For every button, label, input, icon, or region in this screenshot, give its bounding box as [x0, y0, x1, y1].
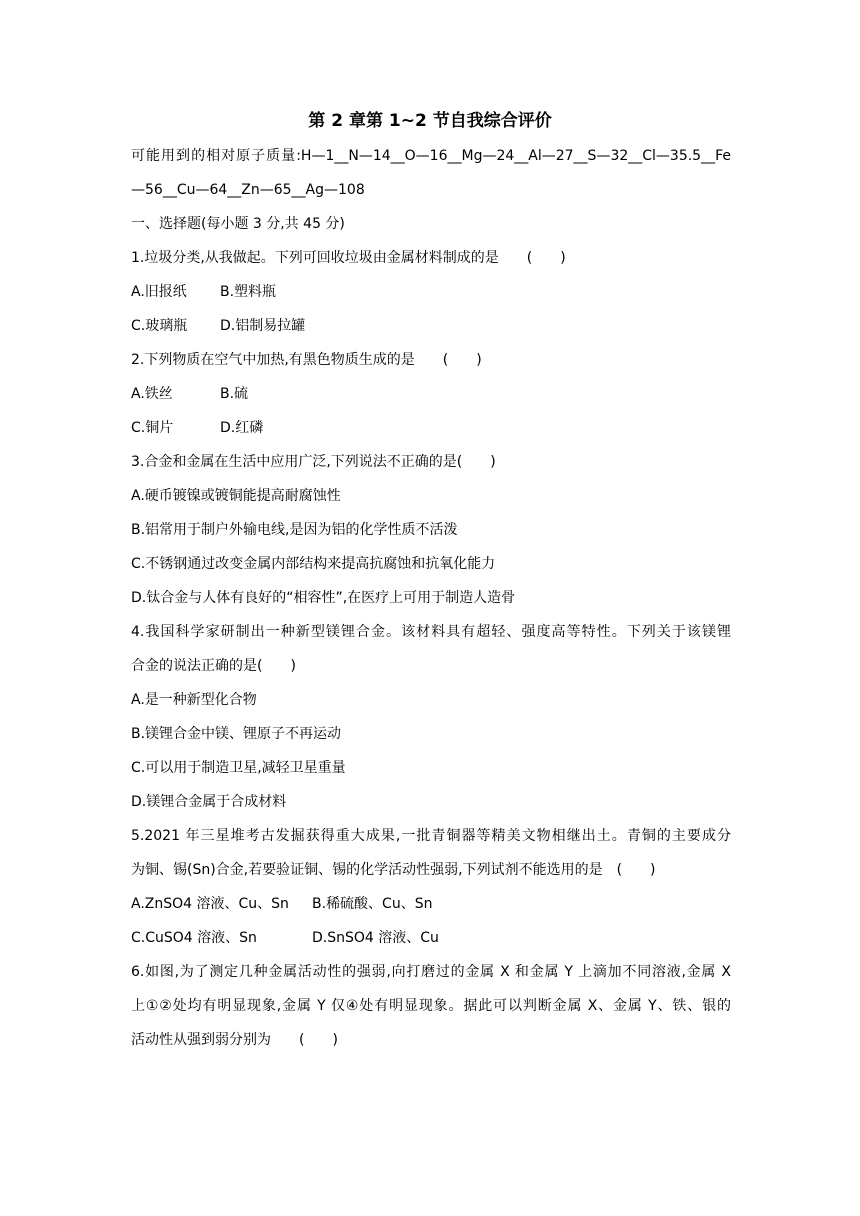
- question-2-option-b: B.硫: [220, 386, 249, 402]
- atomic-mass-line-continued: —56__Cu—64__Zn—65__Ag—108: [131, 182, 365, 198]
- question-1-option-d: D.铝制易拉罐: [220, 318, 306, 334]
- question-3-option-c: C.不锈钢通过改变金属内部结构来提高抗腐蚀和抗氧化能力: [131, 556, 496, 572]
- question-4-option-b: B.镁锂合金中镁、锂原子不再运动: [131, 726, 342, 742]
- question-5-option-b: B.稀硫酸、Cu、Sn: [312, 896, 433, 912]
- question-6-stem-line-2: 上①②处均有明显现象,金属 Y 仅④处有明显现象。据此可以判断金属 X、金属 Y、铁、银的: [131, 998, 731, 1014]
- question-4-stem-line-1: 4.我国科学家研制出一种新型镁锂合金。该材料具有超轻、强度高等特性。下列关于该镁锂: [131, 624, 731, 640]
- question-2-option-d: D.红磷: [220, 420, 264, 436]
- question-3-option-d: D.钛合金与人体有良好的“相容性”,在医疗上可用于制造人造骨: [131, 590, 516, 606]
- question-5-stem-line-2: 为铜、锡(Sn)合金,若要验证铜、锡的化学活动性强弱,下列试剂不能选用的是 ( ): [131, 862, 656, 878]
- question-1-option-b: B.塑料瓶: [220, 284, 277, 300]
- question-4-option-d: D.镁锂合金属于合成材料: [131, 794, 287, 810]
- question-2-option-c: C.铜片: [131, 420, 174, 436]
- section-heading: 一、选择题(每小题 3 分,共 45 分): [131, 216, 345, 232]
- question-4-option-a: A.是一种新型化合物: [131, 692, 257, 708]
- question-1-option-a: A.旧报纸: [131, 284, 187, 300]
- question-5-option-d: D.SnSO4 溶液、Cu: [312, 930, 439, 946]
- question-2-stem: 2.下列物质在空气中加热,有黑色物质生成的是 ( ): [131, 352, 482, 368]
- question-1-stem: 1.垃圾分类,从我做起。下列可回收垃圾由金属材料制成的是 ( ): [131, 250, 566, 266]
- document-title: 第 2 章第 1~2 节自我综合评价: [308, 111, 552, 131]
- question-6-stem-line-3: 活动性从强到弱分别为 ( ): [131, 1032, 338, 1048]
- question-5-stem-line-1: 5.2021 年三星堆考古发掘获得重大成果,一批青铜器等精美文物相继出土。青铜的主要成分: [131, 828, 731, 844]
- question-6-stem-line-1: 6.如图,为了测定几种金属活动性的强弱,向打磨过的金属 X 和金属 Y 上滴加不同溶液,金属 X: [131, 964, 731, 980]
- question-3-stem: 3.合金和金属在生活中应用广泛,下列说法不正确的是( ): [131, 454, 496, 470]
- question-4-stem-line-2: 合金的说法正确的是( ): [131, 658, 296, 674]
- question-3-option-a: A.硬币镀镍或镀铜能提高耐腐蚀性: [131, 488, 341, 504]
- question-4-option-c: C.可以用于制造卫星,减轻卫星重量: [131, 760, 346, 776]
- atomic-mass-line: 可能用到的相对原子质量:H—1__N—14__O—16__Mg—24__Al—27__S—32__Cl—35.5__Fe: [131, 148, 731, 164]
- question-5-option-c: C.CuSO4 溶液、Sn: [131, 930, 257, 946]
- question-2-option-a: A.铁丝: [131, 386, 173, 402]
- question-3-option-b: B.铝常用于制户外输电线,是因为铝的化学性质不活泼: [131, 522, 458, 538]
- question-5-option-a: A.ZnSO4 溶液、Cu、Sn: [131, 896, 289, 912]
- question-1-option-c: C.玻璃瓶: [131, 318, 188, 334]
